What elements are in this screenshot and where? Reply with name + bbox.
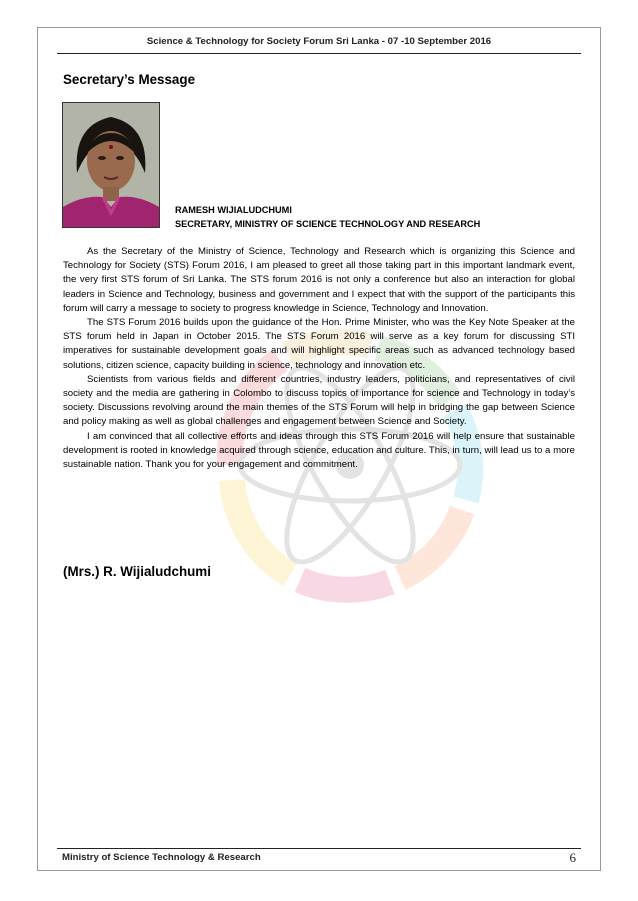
- signature: (Mrs.) R. Wijialudchumi: [63, 564, 211, 579]
- header-rule: [57, 53, 581, 54]
- page-number: 6: [569, 850, 576, 865]
- page-header: Science & Technology for Society Forum Sri Lanka - 07 -10 September 2016: [146, 36, 492, 47]
- paragraph-3: Scientists from various fields and different countries, industry leaders, politicians, and representatives of civil society and the media are gathering in Colombo to discuss topics of importance for science and Technology in today’s society. Discussions revolving around the main themes of the STS Forum will help in bridging the gap between Science and policy making as well as global challenges and engagement between Science and Society.: [63, 373, 575, 428]
- secretary-position: SECRETARY, MINISTRY OF SCIENCE TECHNOLOGY AND RESEARCH: [175, 219, 481, 229]
- paragraph-4: I am convinced that all collective efforts and ideas through this STS Forum 2016 will help ensure that sustainable development is rooted in knowledge acquired through science, education and culture. This, in turn, will lead us to a more sustainable nation. Thank you for your engagement and commitment.: [63, 430, 575, 471]
- paragraph-2: The STS Forum 2016 builds upon the guidance of the Hon. Prime Minister, who was the Key Note Speaker at the STS forum held in Japan in October 2015. The STS Forum 2016 will serve as a key forum for discussing STI imperatives for sustainable development goals and will highlight specific areas such as advanced technology based solutions, citizen science, capacity building in science, technology and innovation etc.: [63, 317, 575, 371]
- footer-ministry: Ministry of Science Technology & Research: [62, 852, 261, 863]
- paragraph-1: As the Secretary of the Ministry of Science, Technology and Research which is organizing this Science and Technology for Society (STS) Forum 2016, I am pleased to greet all those taking part in this important landmark event, the very first STS forum of Sri Lanka. The STS forum 2016 is not only a conference but also an interaction for global leaders in Science and Technology, business and government and I expect that with the support of the participants this forum will carry a message to society to progress knowledge in Science, Technology and Innovation.: [63, 246, 575, 314]
- name-block: [175, 203, 480, 231]
- secretary-name: RAMESH WIJIALUDCHUMI: [175, 205, 292, 215]
- page-title: Secretary’s Message: [63, 72, 196, 87]
- message-body: [63, 245, 575, 472]
- footer-rule: [57, 848, 581, 849]
- secretary-portrait: [62, 102, 160, 228]
